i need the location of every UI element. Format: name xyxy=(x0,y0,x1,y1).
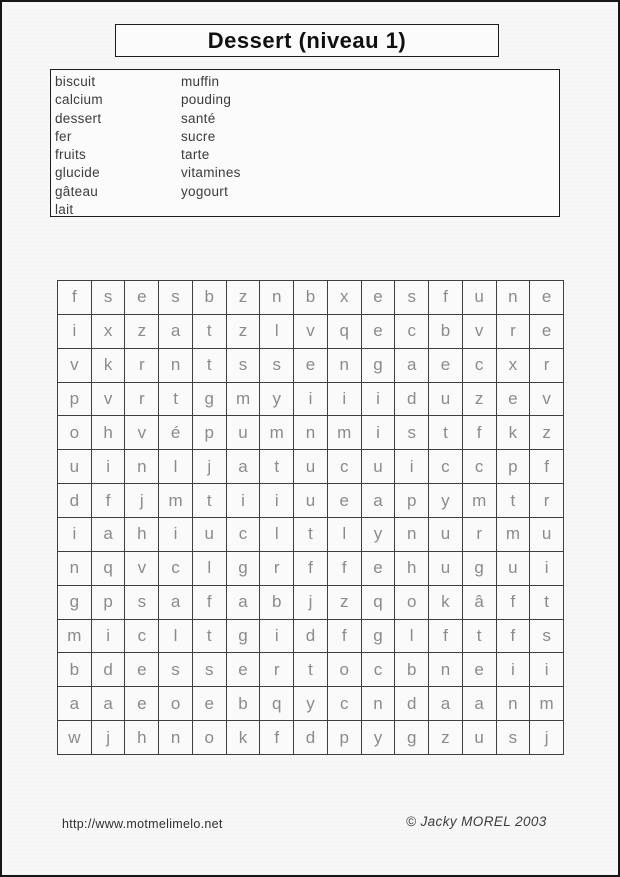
word-list-item: muffin xyxy=(181,74,220,89)
grid-cell: f xyxy=(193,586,226,619)
grid-cell: k xyxy=(92,349,125,382)
grid-cell: f xyxy=(429,281,462,314)
grid-cell: t xyxy=(497,484,530,517)
grid-cell: j xyxy=(530,721,563,754)
grid-cell: u xyxy=(429,552,462,585)
grid-cell: m xyxy=(530,687,563,720)
grid-cell: e xyxy=(497,383,530,416)
grid-cell: i xyxy=(58,315,91,348)
grid-cell: z xyxy=(429,721,462,754)
grid-cell: f xyxy=(497,620,530,653)
word-list-item: calcium xyxy=(55,92,103,108)
grid-cell: a xyxy=(227,586,260,619)
grid-cell: n xyxy=(125,450,158,483)
grid-cell: c xyxy=(328,450,361,483)
grid-cell: o xyxy=(159,687,192,720)
grid-cell: e xyxy=(125,653,158,686)
word-list-item: yogourt xyxy=(181,183,229,199)
grid-cell: u xyxy=(294,450,327,483)
grid-cell: y xyxy=(260,383,293,416)
grid-cell: i xyxy=(395,450,428,483)
grid-cell: v xyxy=(58,349,91,382)
grid-cell: f xyxy=(58,281,91,314)
grid-cell: i xyxy=(328,383,361,416)
grid-cell: b xyxy=(294,281,327,314)
grid-cell: d xyxy=(92,653,125,686)
grid-cell: x xyxy=(497,349,530,382)
grid-cell: f xyxy=(294,552,327,585)
grid-cell: u xyxy=(362,450,395,483)
grid-cell: f xyxy=(328,620,361,653)
grid-cell: b xyxy=(58,653,91,686)
grid-cell: c xyxy=(463,450,496,483)
grid-cell: t xyxy=(193,315,226,348)
grid-cell: l xyxy=(328,518,361,551)
word-list-item: fer xyxy=(55,128,72,144)
grid-cell: p xyxy=(497,450,530,483)
grid-cell: e xyxy=(362,552,395,585)
grid-cell: s xyxy=(125,586,158,619)
grid-cell: r xyxy=(260,552,293,585)
grid-cell: g xyxy=(227,552,260,585)
grid-cell: t xyxy=(294,653,327,686)
grid-cell: n xyxy=(294,416,327,449)
grid-cell: h xyxy=(395,552,428,585)
grid-cell: a xyxy=(395,349,428,382)
grid-cell: u xyxy=(429,518,462,551)
footer-copyright: © Jacky MOREL 2003 xyxy=(406,814,547,829)
grid-cell: i xyxy=(530,653,563,686)
grid-cell: s xyxy=(497,721,530,754)
page-title: Dessert (niveau 1) xyxy=(207,27,407,53)
grid-cell: c xyxy=(125,620,158,653)
grid-cell: f xyxy=(92,484,125,517)
grid-cell: f xyxy=(497,586,530,619)
grid-cell: k xyxy=(497,416,530,449)
grid-cell: j xyxy=(193,450,226,483)
grid-cell: u xyxy=(497,552,530,585)
grid-cell: s xyxy=(159,653,192,686)
grid-cell: a xyxy=(463,687,496,720)
grid-cell: r xyxy=(125,383,158,416)
grid-cell: u xyxy=(429,383,462,416)
grid-cell: a xyxy=(92,518,125,551)
grid-cell: e xyxy=(362,281,395,314)
grid-cell: m xyxy=(58,620,91,653)
grid-cell: g xyxy=(362,620,395,653)
word-list-item: pouding xyxy=(181,92,232,108)
grid-cell: h xyxy=(125,721,158,754)
word-list-item: fruits xyxy=(55,147,87,163)
grid-cell: c xyxy=(362,653,395,686)
grid-cell: s xyxy=(395,281,428,314)
word-list-item: santé xyxy=(181,110,216,126)
grid-cell: h xyxy=(92,416,125,449)
grid-cell: l xyxy=(159,450,192,483)
grid-cell: s xyxy=(159,281,192,314)
grid-cell: e xyxy=(328,484,361,517)
grid-cell: e xyxy=(193,687,226,720)
grid-cell: s xyxy=(395,416,428,449)
grid-cell: g xyxy=(58,586,91,619)
grid-cell: y xyxy=(294,687,327,720)
grid-cell: n xyxy=(362,687,395,720)
grid-cell: a xyxy=(227,450,260,483)
grid-cell: g xyxy=(362,349,395,382)
grid-cell: n xyxy=(497,281,530,314)
grid-cell: l xyxy=(159,620,192,653)
grid-cell: b xyxy=(193,281,226,314)
grid-cell: f xyxy=(260,721,293,754)
grid-cell: m xyxy=(328,416,361,449)
grid-cell: f xyxy=(530,450,563,483)
grid-cell: j xyxy=(294,586,327,619)
grid-cell: i xyxy=(92,450,125,483)
grid-cell: n xyxy=(395,518,428,551)
grid-cell: c xyxy=(159,552,192,585)
letter-grid xyxy=(57,280,564,755)
grid-cell: x xyxy=(92,315,125,348)
grid-cell: l xyxy=(260,518,293,551)
grid-cell: y xyxy=(362,518,395,551)
grid-cell: e xyxy=(530,315,563,348)
grid-cell: i xyxy=(362,383,395,416)
grid-cell: u xyxy=(227,416,260,449)
grid-cell: f xyxy=(328,552,361,585)
grid-cell: w xyxy=(58,721,91,754)
grid-cell: p xyxy=(58,383,91,416)
grid-cell: t xyxy=(193,349,226,382)
grid-cell: d xyxy=(395,383,428,416)
title-box xyxy=(115,24,499,57)
grid-cell: j xyxy=(125,484,158,517)
grid-cell: n xyxy=(328,349,361,382)
grid-cell: m xyxy=(497,518,530,551)
grid-cell: o xyxy=(395,586,428,619)
grid-cell: u xyxy=(58,450,91,483)
grid-cell: c xyxy=(328,687,361,720)
grid-cell: e xyxy=(227,653,260,686)
grid-cell: c xyxy=(463,349,496,382)
grid-cell: q xyxy=(92,552,125,585)
grid-cell: d xyxy=(395,687,428,720)
grid-cell: n xyxy=(159,349,192,382)
grid-cell: i xyxy=(260,484,293,517)
grid-cell: v xyxy=(294,315,327,348)
grid-cell: u xyxy=(463,281,496,314)
grid-cell: g xyxy=(395,721,428,754)
grid-cell: g xyxy=(193,383,226,416)
grid-cell: e xyxy=(429,349,462,382)
grid-cell: a xyxy=(159,586,192,619)
grid-cell: d xyxy=(294,721,327,754)
grid-cell: o xyxy=(58,416,91,449)
grid-cell: m xyxy=(159,484,192,517)
grid-cell: i xyxy=(260,620,293,653)
word-list-item: tarte xyxy=(181,147,210,163)
grid-cell: e xyxy=(362,315,395,348)
grid-cell: e xyxy=(294,349,327,382)
grid-cell: i xyxy=(294,383,327,416)
grid-cell: e xyxy=(125,281,158,314)
grid-cell: a xyxy=(362,484,395,517)
grid-cell: r xyxy=(260,653,293,686)
grid-cell: z xyxy=(125,315,158,348)
grid-cell: r xyxy=(530,349,563,382)
grid-cell: u xyxy=(193,518,226,551)
grid-cell: c xyxy=(429,450,462,483)
grid-cell: p xyxy=(193,416,226,449)
grid-cell: z xyxy=(227,281,260,314)
grid-cell: s xyxy=(227,349,260,382)
grid-cell: r xyxy=(497,315,530,348)
grid-cell: l xyxy=(260,315,293,348)
grid-cell: t xyxy=(193,484,226,517)
grid-cell: s xyxy=(260,349,293,382)
grid-cell: e xyxy=(463,653,496,686)
grid-cell: â xyxy=(463,586,496,619)
grid-cell: s xyxy=(92,281,125,314)
grid-cell: n xyxy=(497,687,530,720)
grid-cell: f xyxy=(463,416,496,449)
grid-cell: i xyxy=(92,620,125,653)
grid-cell: e xyxy=(530,281,563,314)
grid-cell: r xyxy=(463,518,496,551)
grid-cell: l xyxy=(395,620,428,653)
grid-cell: o xyxy=(328,653,361,686)
word-list-column-2 xyxy=(181,73,241,201)
grid-cell: f xyxy=(429,620,462,653)
grid-cell: m xyxy=(227,383,260,416)
grid-cell: i xyxy=(159,518,192,551)
grid-cell: t xyxy=(260,450,293,483)
grid-cell: y xyxy=(362,721,395,754)
grid-cell: n xyxy=(58,552,91,585)
grid-cell: n xyxy=(159,721,192,754)
grid-cell: v xyxy=(125,416,158,449)
grid-cell: i xyxy=(497,653,530,686)
grid-cell: t xyxy=(429,416,462,449)
word-list-item: glucide xyxy=(55,165,100,181)
grid-cell: b xyxy=(429,315,462,348)
grid-cell: b xyxy=(260,586,293,619)
grid-cell: s xyxy=(530,620,563,653)
grid-cell: z xyxy=(463,383,496,416)
grid-cell: v xyxy=(92,383,125,416)
grid-cell: i xyxy=(362,416,395,449)
grid-cell: t xyxy=(463,620,496,653)
grid-cell: u xyxy=(463,721,496,754)
grid-cell: x xyxy=(328,281,361,314)
grid-cell: q xyxy=(362,586,395,619)
grid-cell: i xyxy=(58,518,91,551)
grid-cell: u xyxy=(530,518,563,551)
footer-url: http://www.motmelimelo.net xyxy=(62,817,223,831)
grid-cell: b xyxy=(227,687,260,720)
grid-cell: j xyxy=(92,721,125,754)
word-list-box xyxy=(50,69,560,217)
grid-cell: v xyxy=(530,383,563,416)
grid-cell: p xyxy=(328,721,361,754)
grid-cell: r xyxy=(530,484,563,517)
grid-cell: o xyxy=(193,721,226,754)
grid-cell: y xyxy=(429,484,462,517)
word-list-item: gâteau xyxy=(55,183,99,199)
grid-cell: s xyxy=(193,653,226,686)
grid-cell: m xyxy=(463,484,496,517)
grid-cell: d xyxy=(294,620,327,653)
grid-cell: q xyxy=(328,315,361,348)
grid-cell: t xyxy=(530,586,563,619)
word-list-item: vitamines xyxy=(181,165,241,181)
grid-cell: a xyxy=(159,315,192,348)
grid-cell: é xyxy=(159,416,192,449)
grid-cell: b xyxy=(395,653,428,686)
grid-cell: z xyxy=(328,586,361,619)
grid-cell: a xyxy=(429,687,462,720)
grid-cell: u xyxy=(294,484,327,517)
grid-cell: t xyxy=(294,518,327,551)
grid-cell: t xyxy=(159,383,192,416)
grid-cell: n xyxy=(429,653,462,686)
grid-cell: k xyxy=(227,721,260,754)
grid-cell: n xyxy=(260,281,293,314)
word-list-item: sucre xyxy=(181,128,216,144)
grid-cell: z xyxy=(227,315,260,348)
word-list-item: dessert xyxy=(55,110,102,126)
word-list-item: lait xyxy=(55,202,74,217)
word-list-item: biscuit xyxy=(55,74,96,89)
grid-cell: d xyxy=(58,484,91,517)
grid-cell: e xyxy=(125,687,158,720)
grid-cell: v xyxy=(125,552,158,585)
grid-cell: a xyxy=(92,687,125,720)
grid-cell: h xyxy=(125,518,158,551)
word-list-column-1 xyxy=(55,73,103,217)
grid-cell: g xyxy=(463,552,496,585)
grid-cell: z xyxy=(530,416,563,449)
grid-cell: p xyxy=(395,484,428,517)
grid-cell: p xyxy=(92,586,125,619)
grid-cell: i xyxy=(227,484,260,517)
grid-cell: l xyxy=(193,552,226,585)
grid-cell: m xyxy=(260,416,293,449)
grid-cell: c xyxy=(395,315,428,348)
grid-cell: t xyxy=(193,620,226,653)
grid-cell: a xyxy=(58,687,91,720)
grid-cell: c xyxy=(227,518,260,551)
grid-cell: r xyxy=(125,349,158,382)
grid-cell: g xyxy=(227,620,260,653)
grid-cell: i xyxy=(530,552,563,585)
grid-cell: k xyxy=(429,586,462,619)
grid-cell: v xyxy=(463,315,496,348)
grid-cell: q xyxy=(260,687,293,720)
